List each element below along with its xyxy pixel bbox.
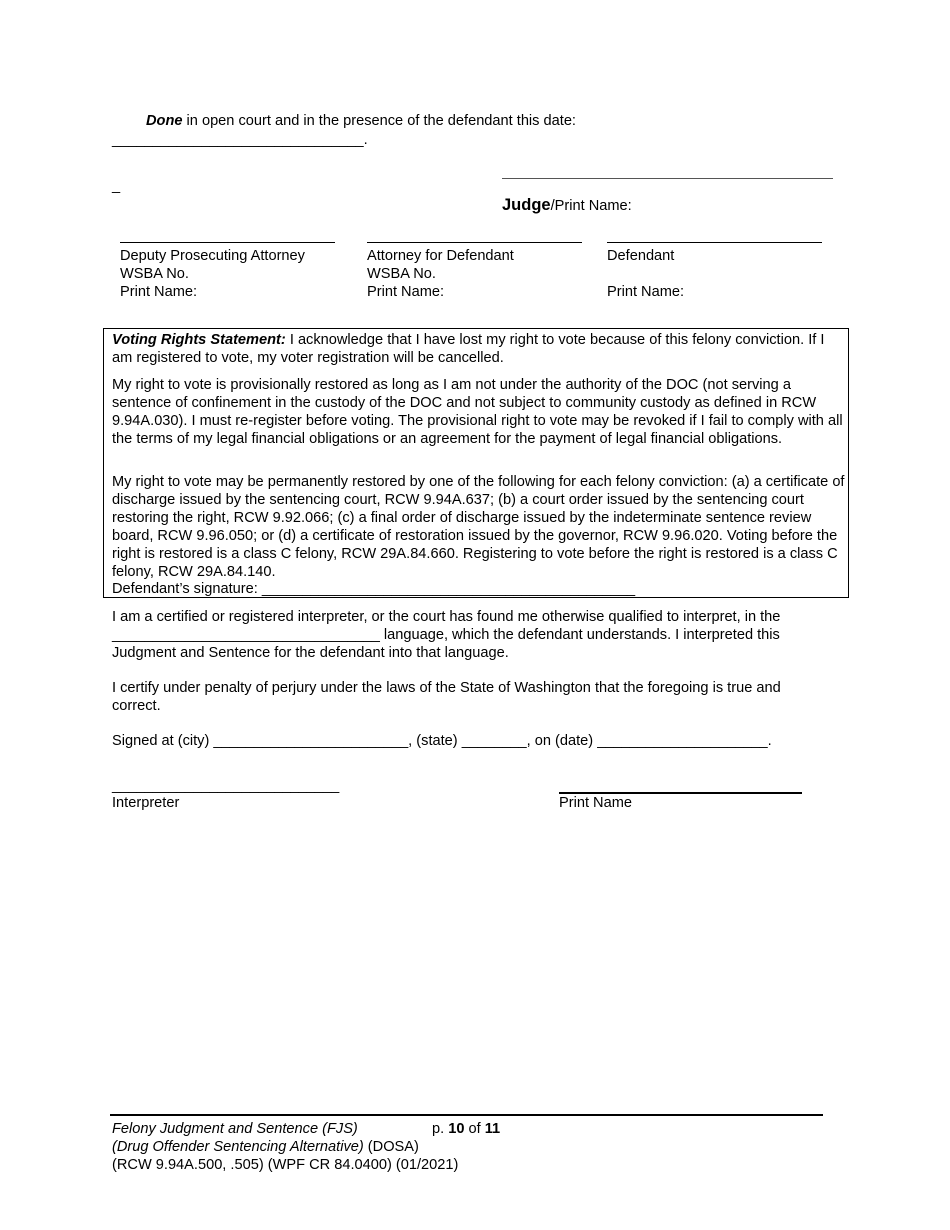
footer-line2 (112, 1138, 419, 1156)
defendant-signature-line (607, 242, 822, 243)
defendant-block (607, 247, 684, 301)
defendant-print-name: Print Name: (607, 284, 685, 300)
interpreter-signature-line: ____________________________ (112, 778, 340, 794)
interpreter-label: Interpreter (112, 795, 180, 811)
interpreter-print-name-label: Print Name (559, 795, 632, 811)
footer-rule (110, 1114, 823, 1116)
interpreter-p1-line3: Judgment and Sentence for the defendant into that language. (112, 645, 509, 661)
interpreter-p1-line1: I am a certified or registered interpreter, or the court has found me otherwise qualified to interpret, in the (112, 609, 781, 625)
voting-p2: My right to vote is provisionally restored as long as I am not under the authority of the DOC (not serving a sentence of confinement in the custody of the DOC and not subject to community custody as defined in RCW 9.94A.030). I must re-register before voting. The provisional right to vote may be revoked if I fail to comply with all the terms of my legal financial obligations or an agreement for the payment of legal financial obligations. (112, 377, 843, 447)
voting-heading: Voting Rights Statement: (112, 332, 286, 348)
judge-bold: Judge (502, 196, 551, 214)
defense-attorney-wsba: WSBA No. (367, 266, 436, 282)
defendant-voting-signature: Defendant’s signature: ______________________________________________ (112, 581, 636, 597)
judge-print-name: /Print Name: (550, 198, 632, 214)
footer-line3: (RCW 9.94A.500, .505) (WPF CR 84.0400) (01/2021) (112, 1157, 459, 1173)
voting-p1-text: I acknowledge that I have lost my right to vote because of this felony conviction. If I am registered to vote, my voter registration will be cancelled. (112, 332, 825, 366)
voting-rights-box (103, 328, 849, 598)
defense-attorney-signature-line (367, 242, 582, 243)
prosecutor-print-name: Print Name: (120, 284, 198, 300)
footer-title: Felony Judgment and Sentence (FJS) (112, 1121, 358, 1137)
done-statement (146, 112, 576, 130)
signed-at-line: Signed at (city) ________________________, (state) ________, on (date) _____________________. (112, 733, 772, 749)
judge-signature-line (502, 178, 833, 179)
defense-attorney-title: Attorney for Defendant (367, 248, 514, 264)
defense-attorney-print-name: Print Name: (367, 284, 445, 300)
prosecutor-block (120, 247, 305, 301)
defense-attorney-block (367, 247, 514, 301)
date-blank: _______________________________. (112, 132, 368, 148)
defendant-line2 (607, 265, 684, 283)
prosecutor-title: Deputy Prosecuting Attorney (120, 248, 305, 264)
perjury-statement: I certify under penalty of perjury under the laws of the State of Washington that the foregoing is true and correct. (112, 680, 781, 714)
total-pages: 11 (484, 1121, 501, 1137)
interpreter-p1-line2: _________________________________ language, which the defendant understands. I interpreted this (112, 627, 780, 643)
prosecutor-signature-line (120, 242, 335, 243)
current-page: 10 (448, 1121, 465, 1137)
page-prefix: p. (432, 1121, 449, 1137)
footer-dosa-italic: (Drug Offender Sentencing Alternative) (112, 1139, 364, 1155)
done-text: in open court and in the presence of the defendant this date: (182, 113, 576, 129)
footer-dosa: (DOSA) (363, 1139, 419, 1155)
judge-label (502, 196, 632, 215)
voting-p1 (112, 331, 847, 367)
prosecutor-wsba: WSBA No. (120, 266, 189, 282)
footer-page-number (432, 1120, 500, 1138)
stray-underscore: _ (112, 178, 121, 194)
page-of: of (464, 1121, 485, 1137)
defendant-title: Defendant (607, 248, 675, 264)
done-bold: Done (146, 113, 183, 129)
voting-p3: My right to vote may be permanently restored by one of the following for each felony conviction: (a) a certificate of discharge issued by the sentencing court, RCW 9.94A.637; (b) a court order issued by the sentencing court restoring the right, RCW 9.92.066; (c) a final order of discharge issued by the indeterminate sentence review board, RCW 9.96.050; or (d) a certificate of restoration issued by the governor, RCW 9.96.020. Voting before the right is restored is a class C felony, RCW 29A.84.660. Registering to vote before the right is restored is a class C felony, RCW 29A.84.140. (112, 474, 845, 580)
